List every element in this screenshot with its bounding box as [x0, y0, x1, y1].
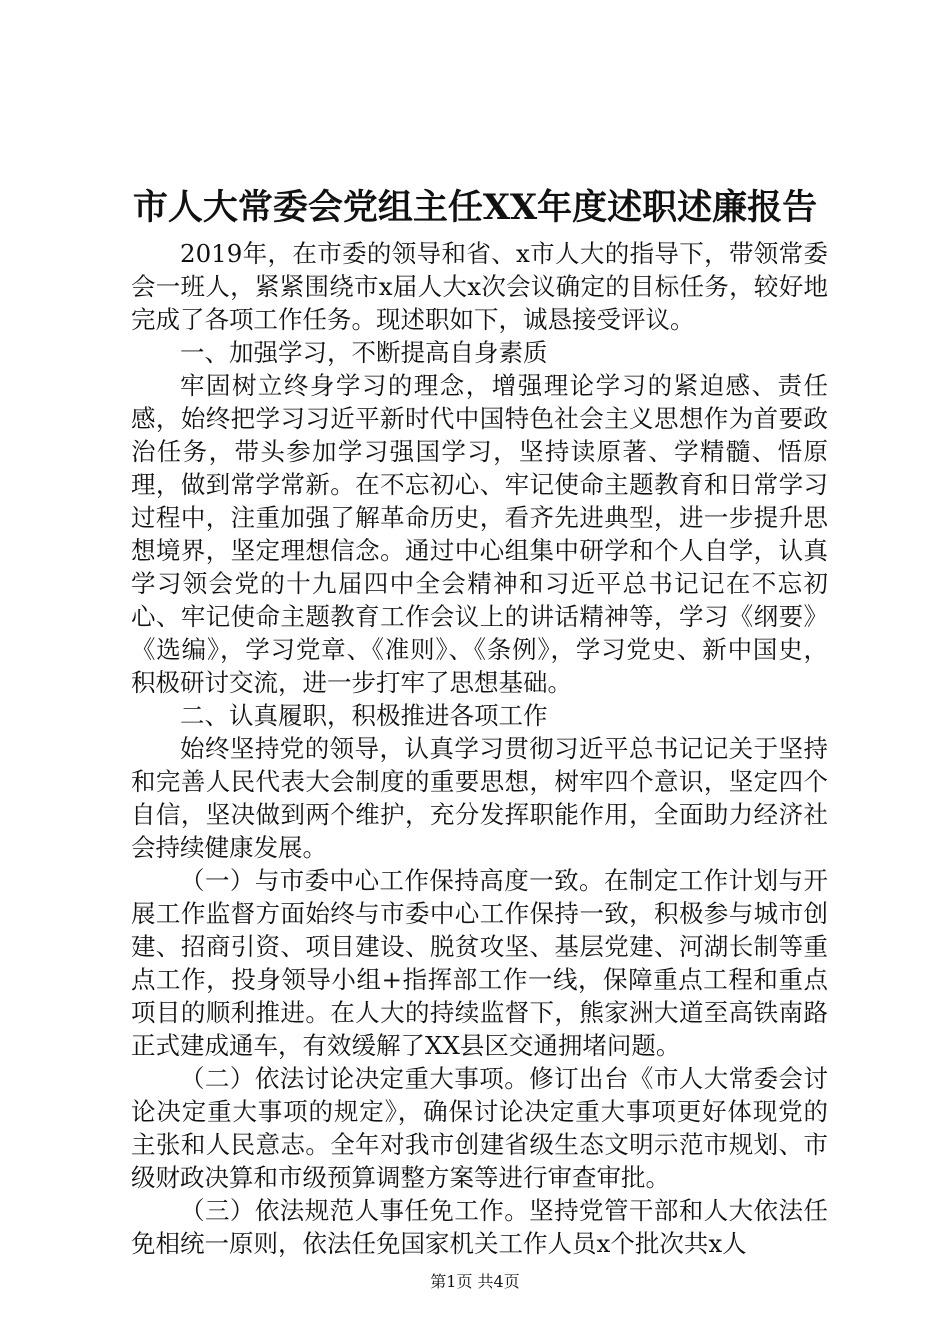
body-paragraph: 始终坚持党的领导，认真学习贯彻习近平总书记记关于坚持和完善人民代表大会制度的重要思想，树牢四个意识，坚定四个自信，坚决做到两个维护，充分发挥职能作用，全面助力经济社会持续健康发展。 [131, 734, 828, 862]
document-body [131, 237, 828, 1260]
document-title: 市人大常委会党组主任XX年度述职述廉报告 [132, 187, 818, 228]
page-number-footer: 第1页 共4页 [430, 1272, 520, 1291]
section-heading-1: 一、加强学习，不断提高自身素质 [180, 338, 548, 367]
subsection-paragraph-1: （一）与市委中心工作保持高度一致。在制定工作计划与开展工作监督方面始终与市委中心工作保持一致，积极参与城市创建、招商引资、项目建设、脱贫攻坚、基层党建、河湖长制等重点工作，投身领导小组+指挥部工作一线，保障重点工程和重点项目的顺利推进。在人大的持续监督下，熊家洲大道至高铁南路正式建成通车，有效缓解了XX县区交通拥堵问题。 [131, 866, 828, 1060]
intro-paragraph: 2019年，在市委的领导和省、x市人大的指导下，带领常委会一班人，紧紧围绕市x届人大x次会议确定的目标任务，较好地完成了各项工作任务。现述职如下，诚恳接受评议。 [131, 239, 828, 334]
subsection-paragraph-2: （二）依法讨论决定重大事项。修订出台《市人大常委会讨论决定重大事项的规定》，确保讨论决定重大事项更好体现党的主张和人民意志。全年对我市创建省级生态文明示范市规划、市级财政决算和市级预算调整方案等进行审查审批。 [131, 1064, 828, 1192]
subsection-paragraph-3: （三）依法规范人事任免工作。坚持党管干部和人大依法任免相统一原则，依法任免国家机关工作人员x个批次共x人 [131, 1196, 828, 1258]
section-heading-2: 二、认真履职，积极推进各项工作 [180, 701, 548, 730]
body-paragraph: 牢固树立终身学习的理念，增强理论学习的紧迫感、责任感，始终把学习习近平新时代中国特色社会主义思想作为首要政治任务，带头参加学习强国学习，坚持读原著、学精髓、悟原理，做到常学常新。在不忘初心、牢记使命主题教育和日常学习过程中，注重加强了解革命历史，看齐先进典型，进一步提升思想境界，坚定理想信念。通过中心组集中研学和个人自学，认真学习领会党的十九届四中全会精神和习近平总书记记在不忘初心、牢记使命主题教育工作会议上的讲话精神等，学习《纲要》《选编》，学习党章、《准则》、《条例》，学习党史、新中国史，积极研讨交流，进一步打牢了思想基础。 [131, 371, 828, 697]
